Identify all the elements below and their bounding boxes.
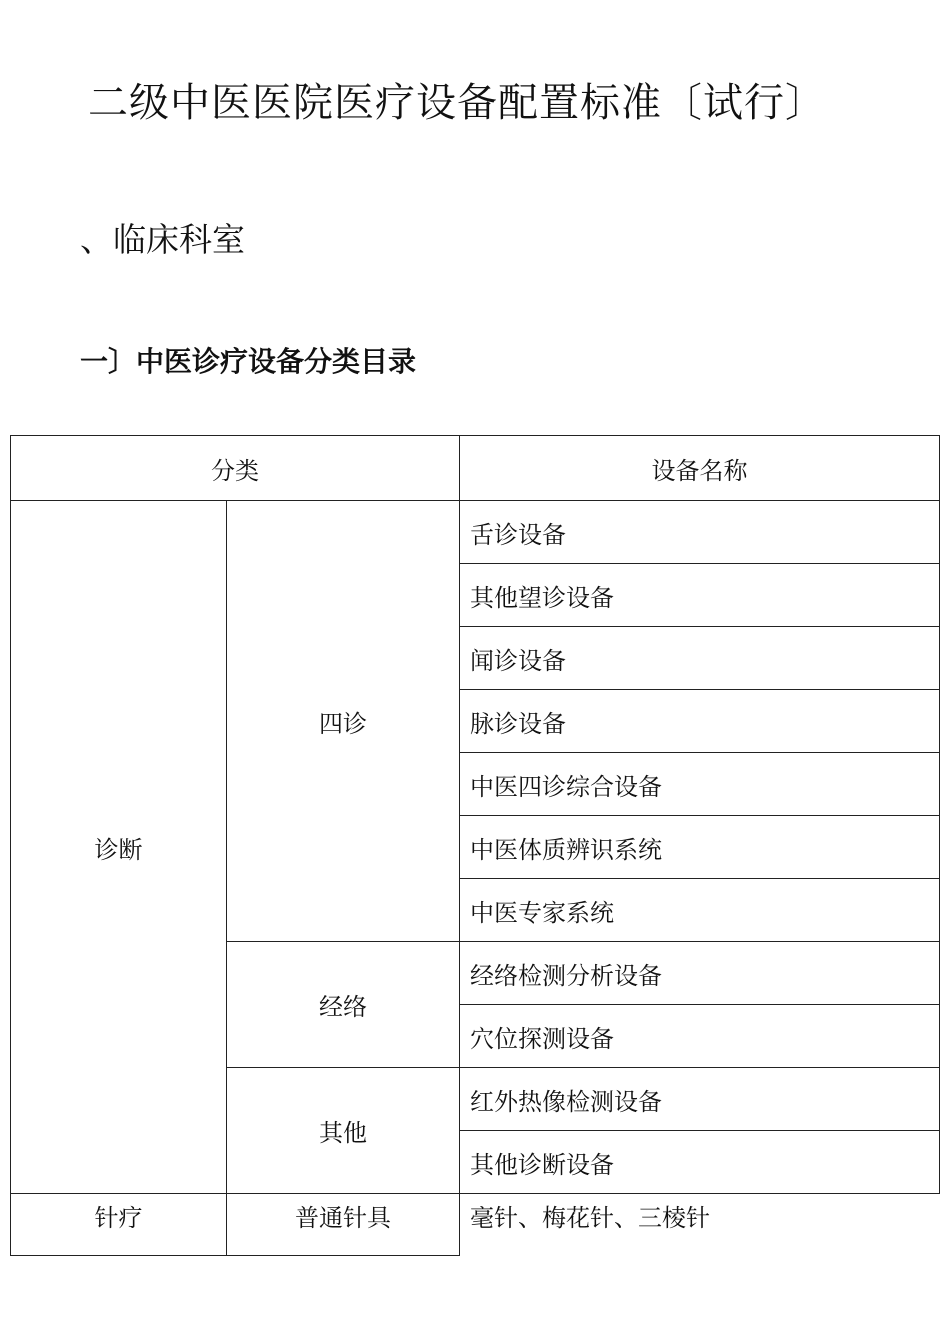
equipment-category-table — [10, 435, 940, 1256]
device-item: 毫针、梅花针、三棱针 — [460, 1194, 940, 1256]
device-item: 经络检测分析设备 — [460, 942, 940, 1005]
table-row — [11, 501, 940, 564]
subcategory-other: 其他 — [227, 1068, 460, 1194]
device-item: 脉诊设备 — [460, 690, 940, 753]
table-header-row — [11, 436, 940, 501]
category-acupuncture: 针疗 — [11, 1194, 227, 1256]
device-item: 穴位探测设备 — [460, 1005, 940, 1068]
device-item: 舌诊设备 — [460, 501, 940, 564]
table-row — [11, 1194, 940, 1256]
subcategory-meridian: 经络 — [227, 942, 460, 1068]
section-heading: 、临床科室 — [80, 220, 245, 259]
subsection-heading: 一〕中医诊疗设备分类目录 — [80, 345, 417, 378]
subcategory-ordinary-needles: 普通针具 — [227, 1194, 460, 1256]
device-item: 中医专家系统 — [460, 879, 940, 942]
device-item: 其他望诊设备 — [460, 564, 940, 627]
category-diagnosis: 诊断 — [11, 501, 227, 1194]
device-item: 闻诊设备 — [460, 627, 940, 690]
subcategory-four-diagnosis: 四诊 — [227, 501, 460, 942]
header-device-name: 设备名称 — [460, 436, 940, 501]
header-category: 分类 — [11, 436, 460, 501]
device-item: 红外热像检测设备 — [460, 1068, 940, 1131]
device-item: 中医四诊综合设备 — [460, 753, 940, 816]
device-item: 其他诊断设备 — [460, 1131, 940, 1194]
document-title: 二级中医医院医疗设备配置标准〔试行〕 — [88, 80, 826, 126]
device-item: 中医体质辨识系统 — [460, 816, 940, 879]
